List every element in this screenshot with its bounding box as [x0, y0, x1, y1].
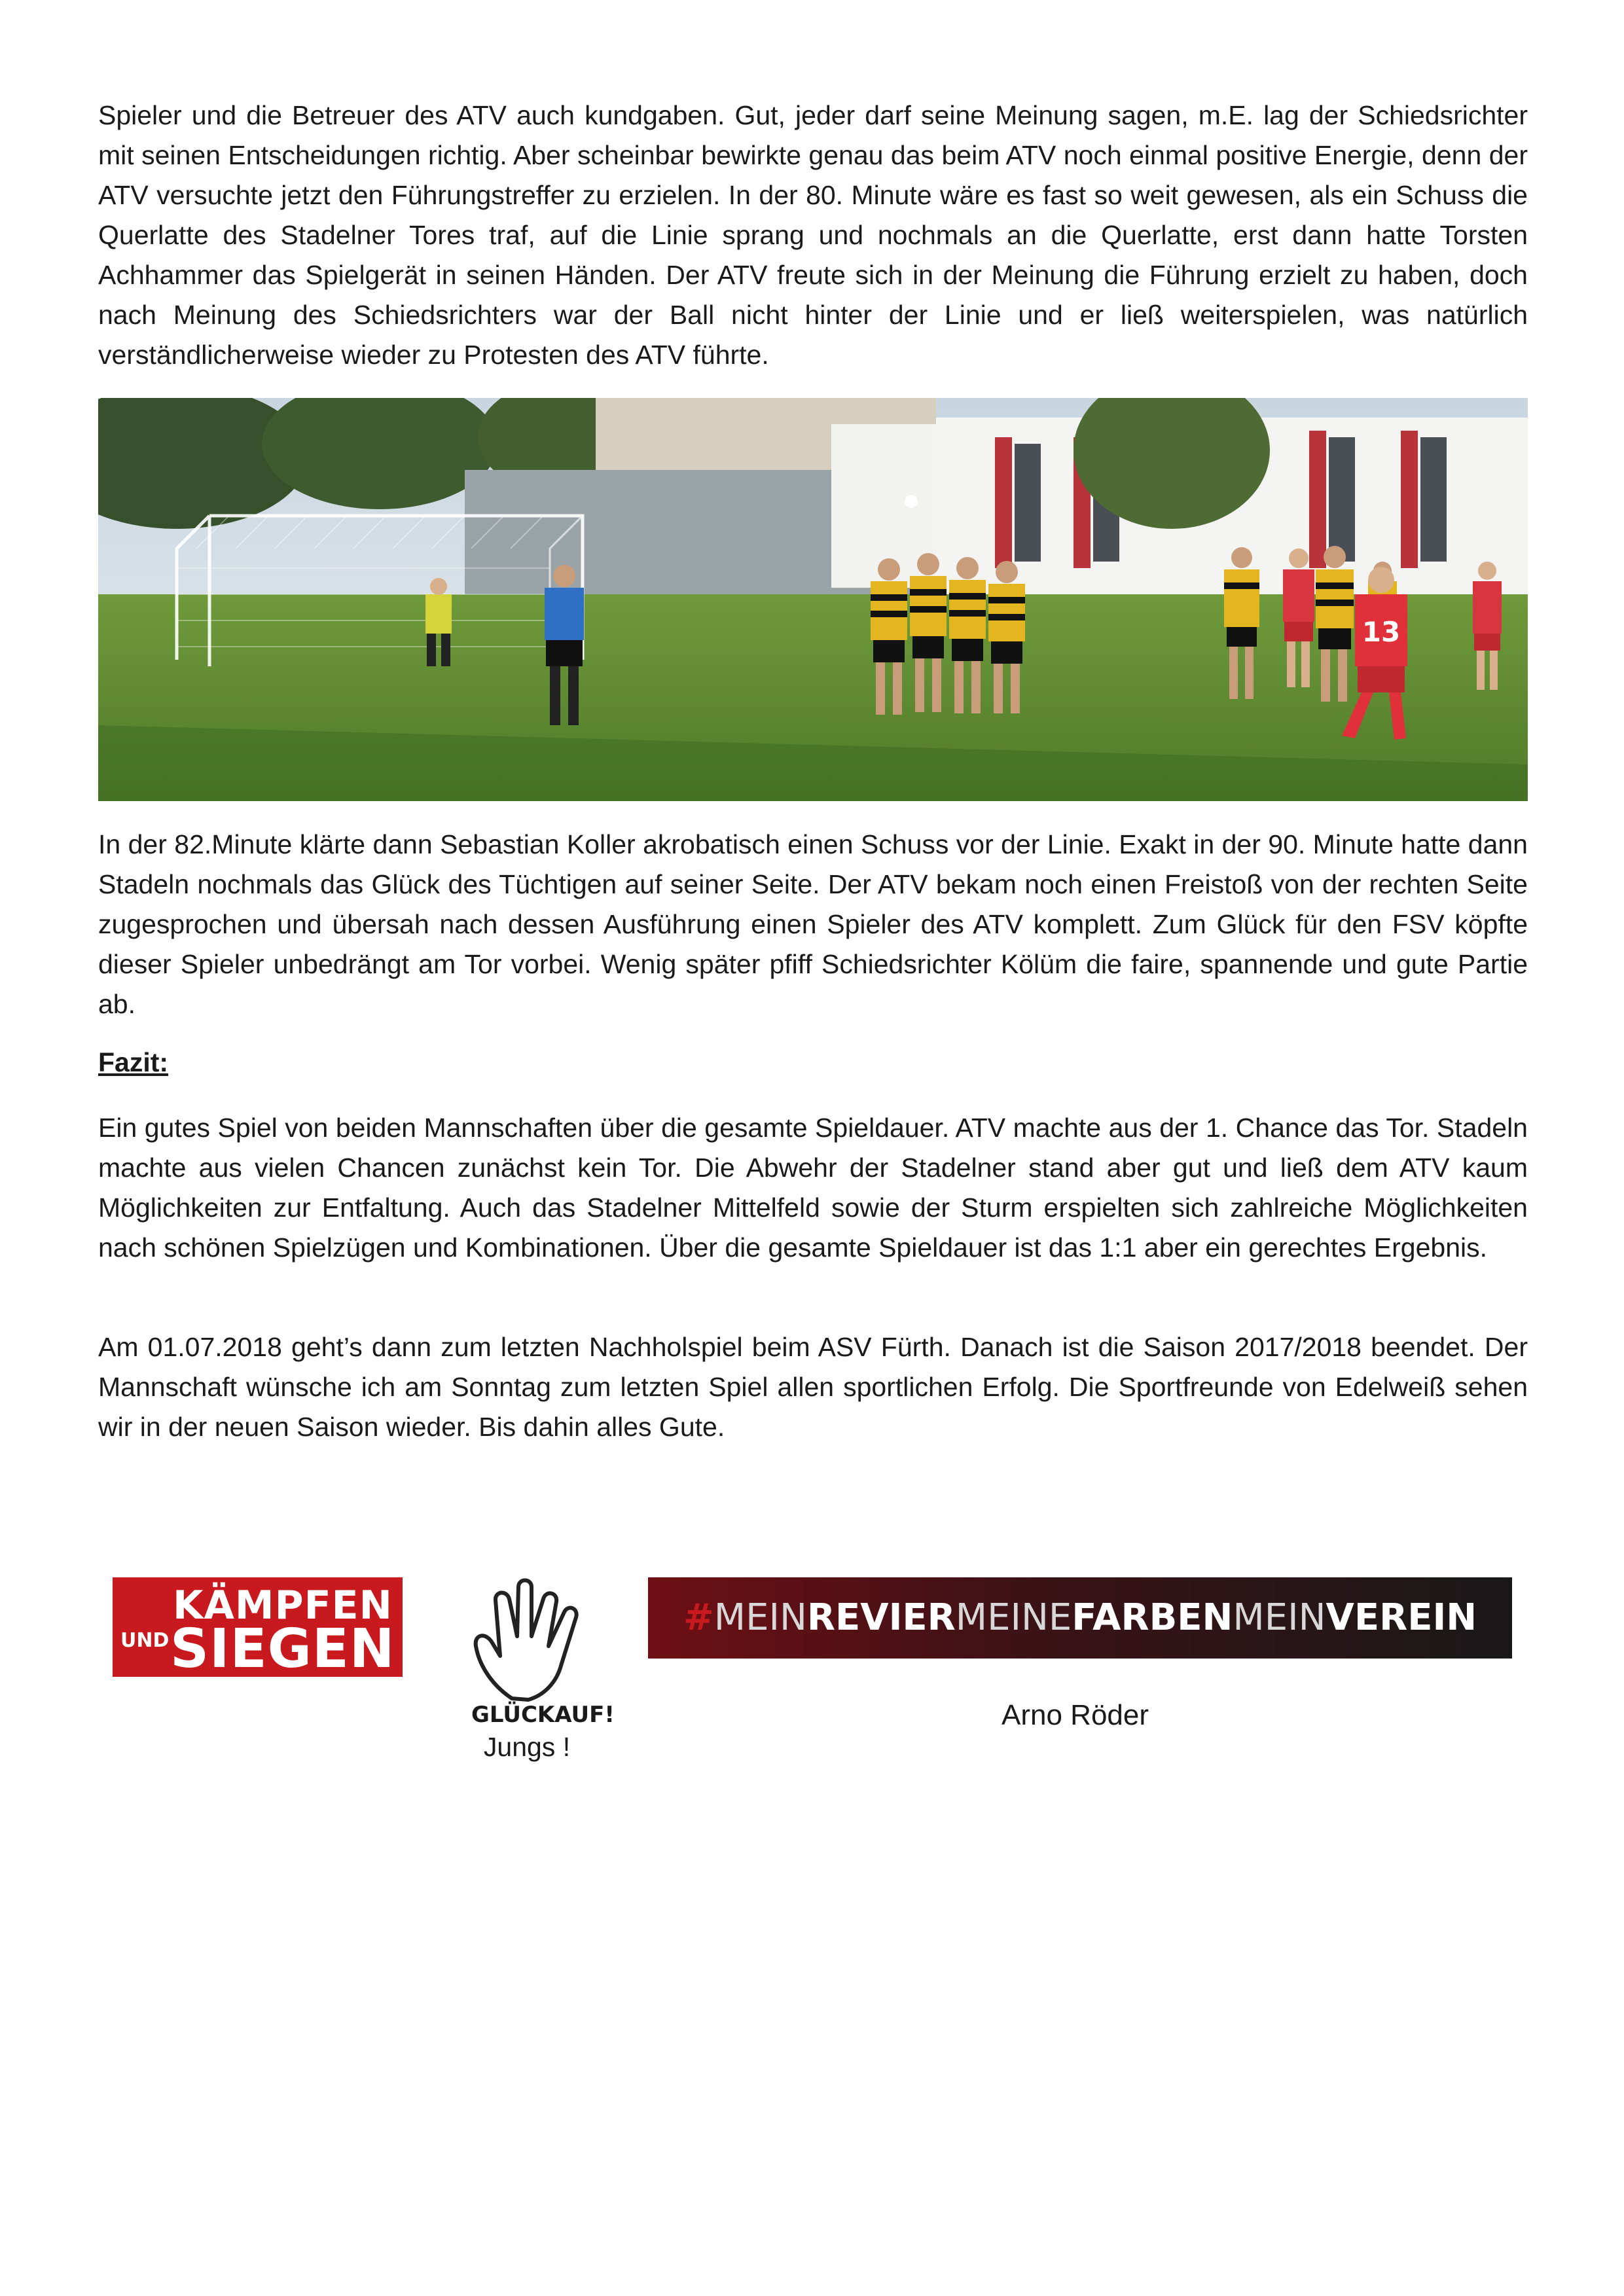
article-paragraph-3: Ein gutes Spiel von beiden Mannschaften über die gesamte Spieldauer. ATV machte aus der 1. Chance das Tor. Stadeln machte aus vielen Chancen zunächst kein Tor. Die Abwehr der Stadelner stand aber gut und ließ dem ATV kaum Möglichkeiten zur Entfaltung. Auch das Stadelner Mittelfeld sowie der Sturm erspielten sich zahlreiche Möglichkeiten nach schönen Spielzügen und Kombinationen. Über die gesamte Spieldauer ist das 1:1 aber ein gerechtes Ergebnis. — [98, 1113, 1528, 1263]
author-name: Arno Röder — [1001, 1699, 1149, 1731]
kaempfen-und-siegen-logo: KÄMPFEN UND SIEGEN — [113, 1577, 403, 1677]
ball-icon — [905, 495, 918, 508]
jersey-number: 13 — [1362, 616, 1401, 648]
glueckauf-caption: Jungs ! — [483, 1732, 571, 1762]
section-heading-fazit: Fazit: — [98, 1047, 169, 1077]
article-paragraph-1: Spieler und die Betreuer des ATV auch kundgaben. Gut, jeder darf seine Meinung sagen, m.E. lag der Schiedsrichter mit seinen Entscheidungen richtig. Aber scheinbar bewirkte genau das beim ATV noch einmal positive Energie, denn der ATV versuchte jetzt den Führungstreffer zu erzielen. In der 80. Minute wäre es fast so weit gewesen, als ein Schuss die Querlatte des Stadelner Tores traf, auf die Linie sprang und nochmals an die Querlatte, erst dann hatte Torsten Achhammer das Spielgerät in seinen Händen. Der ATV freute sich in der Meinung die Führung erzielt zu haben, doch nach Meinung des Schiedsrichters war der Ball nicht hinter der Linie und er ließ weiterspielen, was natürlich verständlicherweise wieder zu Protesten des ATV führte. — [98, 100, 1528, 370]
glueckauf-text: GLÜCKAUF! — [471, 1702, 615, 1728]
mein-revier-banner: #MEINREVIERMEINEFARBENMEINVEREIN — [648, 1577, 1512, 1659]
article-paragraph-2: In der 82.Minute klärte dann Sebastian Koller akrobatisch einen Schuss vor der Linie. Exakt in der 90. Minute hatte dann Stadeln nochmals das Glück des Tüchtigen auf seiner Seite. Der ATV bekam noch einen Freistoß von der rechten Seite zugesprochen und übersah nach dessen Ausführung einen Spieler des ATV komplett. Zum Glück für den FSV köpfte dieser Spieler unbedrängt am Tor vorbei. Wenig später pfiff Schiedsrichter Kölüm die faire, spannende und gute Partie ab. — [98, 829, 1528, 1019]
match-photo — [98, 398, 1528, 801]
article-paragraph-4: Am 01.07.2018 geht’s dann zum letzten Nachholspiel beim ASV Fürth. Danach ist die Saison 2017/2018 beendet. Der Mannschaft wünsche ich am Sonntag zum letzten Spiel allen sportlichen Erfolg. Die Sportfreunde von Edelweiß sehen wir in der neuen Saison wieder. Bis dahin alles Gute. — [98, 1332, 1528, 1442]
